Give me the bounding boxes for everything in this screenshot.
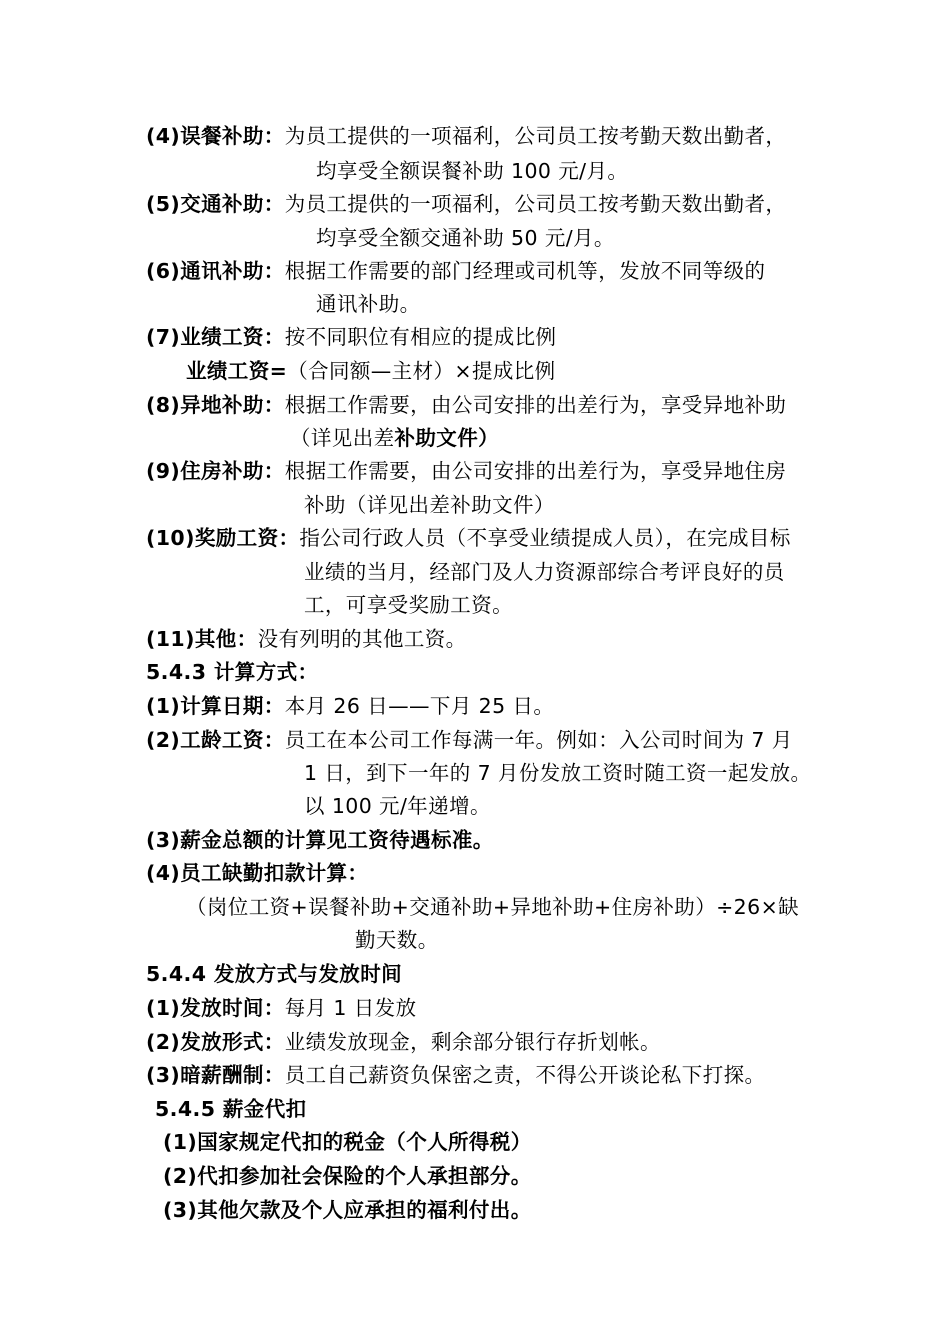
seniority-pay-text: 员工在本公司工作每满一年。例如：入公司时间为 7 月 <box>284 728 793 752</box>
housing-allowance-text: 根据工作需要，由公司安排的出差行为，享受异地住房 <box>284 459 787 483</box>
withholding-item-1: (1)国家规定代扣的税金（个人所得税） <box>163 1130 532 1154</box>
secret-pay-label: (3)暗薪酬制： <box>146 1063 285 1087</box>
housing-allowance-line <box>146 458 786 484</box>
housing-allowance-label: (9)住房补助： <box>146 459 285 483</box>
travel-allowance-note-a: （详见出差 <box>290 426 395 450</box>
payment-method-heading: 5.4.4 发放方式与发放时间 <box>146 962 403 986</box>
transport-allowance-text-cont: 均享受全额交通补助 50 元/月。 <box>316 226 615 250</box>
meal-allowance-text-cont: 均享受全额误餐补助 100 元/月。 <box>316 159 629 183</box>
transport-allowance-line <box>146 191 786 217</box>
other-pay-label: (11)其他： <box>146 627 258 651</box>
travel-allowance-text: 根据工作需要，由公司安排的出差行为，享受异地补助 <box>284 393 787 417</box>
performance-formula-text: （合同额—主材）×提成比例 <box>287 359 556 383</box>
payment-form-label: (2)发放形式： <box>146 1030 285 1054</box>
payment-form-line <box>146 1029 661 1055</box>
meal-allowance-line <box>146 123 786 149</box>
comm-allowance-text-cont: 通讯补助。 <box>316 292 421 316</box>
comm-allowance-text: 根据工作需要的部门经理或司机等，发放不同等级的 <box>284 259 766 283</box>
performance-formula-label: 业绩工资= <box>186 359 288 383</box>
travel-allowance-note-b: 补助文件） <box>394 426 499 450</box>
meal-allowance-label: (4)误餐补助： <box>146 124 285 148</box>
absence-formula: （岗位工资+误餐补助+交通补助+异地补助+住房补助）÷26×缺 <box>186 895 800 919</box>
performance-pay-line <box>146 324 556 350</box>
calc-method-heading: 5.4.3 计算方式： <box>146 660 319 684</box>
payment-time-line <box>146 995 416 1021</box>
bonus-pay-text: 指公司行政人员（不享受业绩提成人员），在完成目标 <box>299 526 791 550</box>
bonus-pay-text-cont-2: 工，可享受奖励工资。 <box>304 593 513 617</box>
secret-pay-text: 员工自己薪资负保密之责，不得公开谈论私下打探。 <box>284 1063 766 1087</box>
calc-date-text: 本月 26 日——下月 25 日。 <box>284 694 555 718</box>
comm-allowance-label: (6)通讯补助： <box>146 259 285 283</box>
travel-allowance-label: (8)异地补助： <box>146 393 285 417</box>
bonus-pay-text-cont-1: 业绩的当月，经部门及人力资源部综合考评良好的员 <box>304 560 785 584</box>
absence-deduction-label: (4)员工缺勤扣款计算： <box>146 861 369 885</box>
calc-date-line <box>146 693 554 719</box>
performance-pay-label: (7)业绩工资： <box>146 325 285 349</box>
transport-allowance-label: (5)交通补助： <box>146 192 285 216</box>
payment-time-label: (1)发放时间： <box>146 996 285 1020</box>
absence-formula-cont: 勤天数。 <box>355 928 439 952</box>
secret-pay-line <box>146 1062 765 1088</box>
withholding-item-3: (3)其他欠款及个人应承担的福利付出。 <box>163 1198 532 1222</box>
calc-date-label: (1)计算日期： <box>146 694 285 718</box>
bonus-pay-label: (10)奖励工资： <box>146 526 300 550</box>
withholding-heading: 5.4.5 薪金代扣 <box>155 1097 307 1121</box>
performance-pay-text: 按不同职位有相应的提成比例 <box>284 325 557 349</box>
other-pay-line <box>146 626 467 652</box>
payment-time-text: 每月 1 日发放 <box>284 996 417 1020</box>
transport-allowance-text: 为员工提供的一项福利，公司员工按考勤天数出勤者， <box>284 192 787 216</box>
withholding-item-2: (2)代扣参加社会保险的个人承担部分。 <box>163 1164 532 1188</box>
travel-allowance-line <box>146 392 786 418</box>
performance-formula-line <box>186 358 556 384</box>
seniority-pay-text-cont-1: 1 日，到下一年的 7 月份发放工资时随工资一起发放。 <box>304 761 812 785</box>
seniority-pay-label: (2)工龄工资： <box>146 728 285 752</box>
comm-allowance-line <box>146 258 765 284</box>
other-pay-text: 没有列明的其他工资。 <box>257 627 467 651</box>
seniority-pay-text-cont-2: 以 100 元/年递增。 <box>304 794 491 818</box>
meal-allowance-text: 为员工提供的一项福利，公司员工按考勤天数出勤者， <box>284 124 787 148</box>
total-salary-item: (3)薪金总额的计算见工资待遇标准。 <box>146 828 494 852</box>
travel-allowance-text-cont <box>290 425 499 451</box>
bonus-pay-line <box>146 525 791 551</box>
seniority-pay-line <box>146 727 793 753</box>
housing-allowance-text-cont: 补助（详见出差补助文件） <box>304 493 555 517</box>
payment-form-text: 业绩发放现金，剩余部分银行存折划帐。 <box>284 1030 661 1054</box>
